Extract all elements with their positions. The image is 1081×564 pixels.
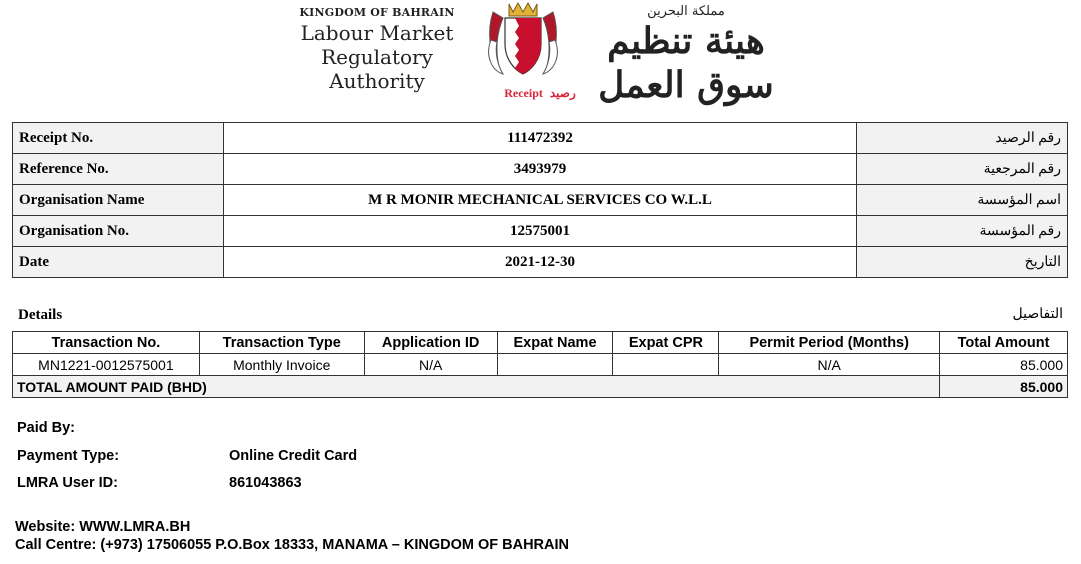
org-en-line2: Regulatory Authority bbox=[321, 45, 433, 93]
payment-type-row bbox=[17, 448, 357, 476]
total-row bbox=[13, 376, 1068, 398]
total-label: TOTAL AMOUNT PAID (BHD) bbox=[13, 376, 940, 398]
table-row bbox=[13, 354, 1068, 376]
user-id-row bbox=[17, 475, 357, 503]
permit-period-cell: N/A bbox=[719, 354, 940, 376]
info-value: M R MONIR MECHANICAL SERVICES CO W.L.L bbox=[224, 185, 857, 216]
info-value: 3493979 bbox=[224, 154, 857, 185]
payment-type-label: Payment Type: bbox=[17, 447, 120, 464]
info-label-en: Reference No. bbox=[13, 154, 224, 185]
coat-of-arms-icon bbox=[485, 0, 561, 78]
payment-info bbox=[17, 420, 357, 503]
website-text: Website: WWW.LMRA.BH bbox=[15, 519, 191, 535]
org-en-line1: Labour Market bbox=[300, 21, 454, 45]
info-label-ar: اسم المؤسسة bbox=[857, 185, 1068, 216]
kingdom-ar: مملكة البحرين bbox=[647, 4, 725, 19]
column-header: Transaction Type bbox=[199, 332, 364, 354]
info-value: 12575001 bbox=[224, 216, 857, 247]
receipt-title-en: Receipt bbox=[504, 86, 543, 100]
receipt-info-table bbox=[12, 122, 1068, 278]
call-centre-text: Call Centre: (+973) 17506055 P.O.Box 18333, MANAMA – KINGDOM OF BAHRAIN bbox=[15, 537, 569, 553]
receipt-title-ar: رصيد bbox=[549, 86, 576, 100]
info-row-organisation-no bbox=[13, 216, 1068, 247]
info-label-en: Date bbox=[13, 247, 224, 278]
org-ar: هيئة تنظيم سوق العمل bbox=[598, 20, 774, 106]
paid-by-row bbox=[17, 420, 357, 448]
info-row-date bbox=[13, 247, 1068, 278]
column-header: Expat CPR bbox=[613, 332, 719, 354]
column-header: Total Amount bbox=[940, 332, 1068, 354]
payment-type-value: Online Credit Card bbox=[229, 447, 358, 464]
info-row-organisation-name bbox=[13, 185, 1068, 216]
total-value: 85.000 bbox=[940, 376, 1068, 398]
info-value: 2021-12-30 bbox=[224, 247, 857, 278]
info-label-ar: رقم المرجعية bbox=[857, 154, 1068, 185]
footer bbox=[15, 518, 569, 554]
user-id-label: LMRA User ID: bbox=[17, 475, 118, 491]
info-label-en: Receipt No. bbox=[13, 123, 224, 154]
expat-cpr-cell bbox=[613, 354, 719, 376]
info-value: 111472392 bbox=[224, 123, 857, 154]
info-label-en: Organisation No. bbox=[13, 216, 224, 247]
application-id-cell: N/A bbox=[364, 354, 497, 376]
kingdom-en: KINGDOM OF BAHRAIN bbox=[299, 6, 455, 19]
info-label-ar: التاريخ bbox=[857, 247, 1068, 278]
info-label-ar: رقم المؤسسة bbox=[857, 216, 1068, 247]
transactions-table bbox=[12, 331, 1068, 398]
paid-by-label: Paid By: bbox=[17, 420, 76, 436]
transaction-no-cell: MN1221-0012575001 bbox=[13, 354, 200, 376]
details-title-en: Details bbox=[18, 307, 63, 323]
expat-name-cell bbox=[497, 354, 613, 376]
total-amount-cell: 85.000 bbox=[940, 354, 1068, 376]
org-name-english bbox=[276, 6, 478, 93]
column-header: Permit Period (Months) bbox=[719, 332, 940, 354]
table-header-row bbox=[13, 332, 1068, 354]
column-header: Transaction No. bbox=[13, 332, 200, 354]
receipt-title bbox=[470, 86, 610, 101]
column-header: Application ID bbox=[364, 332, 497, 354]
transaction-type-cell: Monthly Invoice bbox=[199, 354, 364, 376]
info-row-reference-no bbox=[13, 154, 1068, 185]
info-row-receipt-no bbox=[13, 123, 1068, 154]
info-label-ar: رقم الرصيد bbox=[857, 123, 1068, 154]
user-id-value: 861043863 bbox=[229, 475, 302, 491]
details-title-ar: التفاصيل bbox=[1012, 307, 1063, 322]
info-label-en: Organisation Name bbox=[13, 185, 224, 216]
column-header: Expat Name bbox=[497, 332, 613, 354]
